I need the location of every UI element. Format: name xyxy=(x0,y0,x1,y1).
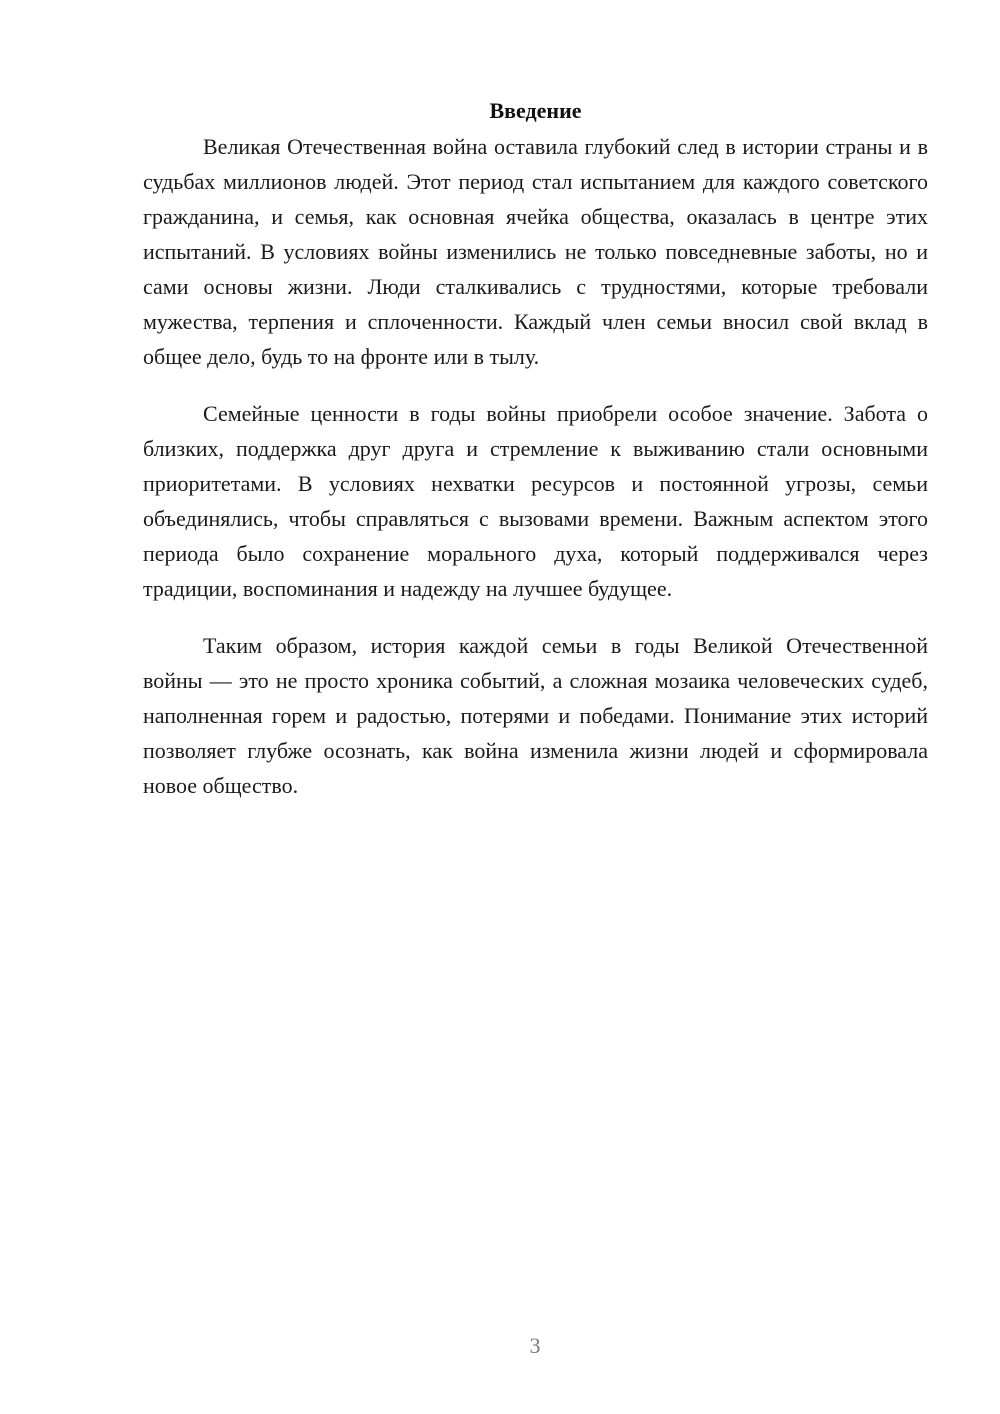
paragraph-1: Великая Отечественная война оставила глубокий след в истории страны и в судьбах миллионов людей. Этот период стал испытанием для каждого советского гражданина, и семья, как основная ячейка общества, оказалась в центре этих испытаний. В условиях войны изменились не только повседневные заботы, но и сами основы жизни. Люди сталкивались с трудностями, которые требовали мужества, терпения и сплоченности. Каждый член семьи вносил свой вклад в общее дело, будь то на фронте или в тылу. xyxy=(143,134,928,369)
page-number: 3 xyxy=(529,1333,541,1358)
paragraph-2: Семейные ценности в годы войны приобрели особое значение. Забота о близких, поддержка друг друга и стремление к выживанию стали основными приоритетами. В условиях нехватки ресурсов и постоянной угрозы, семьи объединялись, чтобы справляться с вызовами времени. Важным аспектом этого периода было сохранение морального духа, который поддерживался через традиции, воспоминания и надежду на лучшее будущее. xyxy=(143,401,928,601)
page-title: Введение xyxy=(489,98,582,123)
paragraph-3: Таким образом, история каждой семьи в годы Великой Отечественной войны — это не просто хроника событий, а сложная мозаика человеческих судеб, наполненная горем и радостью, потерями и победами. Понимание этих историй позволяет глубже осознать, как война изменила жизни людей и сформировала новое общество. xyxy=(143,633,928,798)
page-content xyxy=(143,96,928,825)
